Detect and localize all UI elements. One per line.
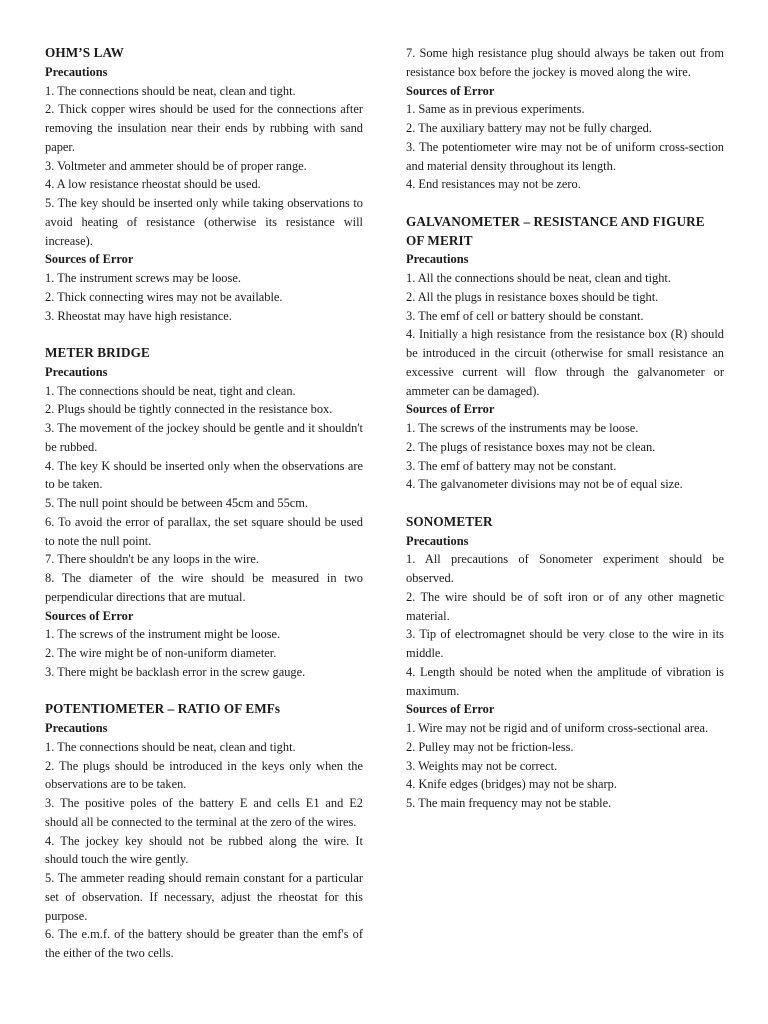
section-galvanometer-resistance-and-figure-of-merit	[406, 213, 724, 494]
sources-of-error-heading: Sources of Error	[406, 402, 495, 417]
list-item: 3. The potentiometer wire may not be of uniform cross-section and material density throughout its length.	[406, 139, 724, 173]
list-item: 6. To avoid the error of parallax, the set square should be used to note the null point.	[45, 514, 363, 548]
list-item: 2. All the plugs in resistance boxes should be tight.	[406, 289, 659, 304]
precautions-heading: Precautions	[406, 533, 469, 548]
section-continued	[406, 44, 724, 194]
list-item: 4. Initially a high resistance from the resistance box (R) should be introduced in the circuit (otherwise for small resistance an excessive current will flow through the galvanometer or ammeter can be damaged).	[406, 327, 724, 398]
list-item: 7. Some high resistance plug should always be taken out from resistance box before the jockey is moved along the wire.	[406, 46, 724, 79]
precautions-heading: Precautions	[406, 252, 469, 267]
list-item: 1. The screws of the instrument might be loose.	[45, 627, 281, 642]
section-meter-bridge	[45, 344, 363, 682]
left-column	[45, 44, 363, 982]
sources-of-error-heading: Sources of Error	[406, 702, 495, 717]
list-item: 4. Knife edges (bridges) may not be sharp.	[406, 777, 617, 792]
sources-of-error-heading: Sources of Error	[45, 608, 134, 623]
list-item: 8. The diameter of the wire should be measured in two perpendicular directions that are mutual.	[45, 571, 363, 604]
list-item: 3. The movement of the jockey should be gentle and it shouldn't be rubbed.	[45, 421, 363, 454]
list-item: 1. The connections should be neat, tight and clean.	[45, 383, 296, 398]
list-item: 4. The key K should be inserted only when the observations are to be taken.	[45, 458, 363, 492]
list-item: 4. The jockey key should not be rubbed along the wire. It should touch the wire gently.	[45, 833, 363, 867]
list-item: 1. All precautions of Sonometer experiment should be observed.	[406, 552, 724, 585]
list-item: 2. The auxiliary battery may not be fully charged.	[406, 121, 652, 135]
list-item: 5. The key should be inserted only while taking observations to avoid heating of resistance (otherwise its resistance will increase).	[45, 196, 363, 248]
list-item: 1. Same as in previous experiments.	[406, 102, 585, 117]
section-title: POTENTIOMETER – RATIO OF EMFs	[45, 701, 281, 717]
list-item: 4. A low resistance rheostat should be used.	[45, 177, 261, 192]
list-item: 5. The ammeter reading should remain constant for a particular set of observation. If necessary, adjust the rheostat for this purpose.	[45, 871, 363, 923]
list-item: 2. Pulley may not be friction-less.	[406, 739, 574, 754]
list-item: 1. The screws of the instruments may be loose.	[406, 421, 639, 435]
list-item: 2. The plugs of resistance boxes may not be clean.	[406, 439, 656, 454]
section-sonometer	[406, 513, 724, 813]
list-item: 2. Plugs should be tightly connected in the resistance box.	[45, 402, 333, 417]
precautions-heading: Precautions	[45, 364, 108, 379]
list-item: 2. Thick copper wires should be used for the connections after removing the insulation near their ends by rubbing with sand paper.	[45, 102, 363, 154]
list-item: 2. The wire should be of soft iron or of any other magnetic material.	[406, 589, 724, 623]
list-item: 1. The connections should be neat, clean and tight.	[45, 83, 296, 98]
section-title: SONOMETER	[406, 513, 493, 529]
list-item: 3. Voltmeter and ammeter should be of proper range.	[45, 158, 307, 173]
sources-of-error-heading: Sources of Error	[45, 252, 134, 267]
section-title: OHM’S LAW	[45, 45, 124, 60]
list-item: 2. The wire might be of non-uniform diameter.	[45, 646, 277, 660]
section-ohm-s-law	[45, 44, 363, 325]
list-item: 4. End resistances may not be zero.	[406, 177, 581, 192]
section-title: METER BRIDGE	[45, 345, 150, 360]
list-item: 4. The galvanometer divisions may not be of equal size.	[406, 477, 683, 492]
section-potentiometer-ratio-of-emfs	[45, 700, 363, 963]
list-item: 5. The main frequency may not be stable.	[406, 796, 612, 810]
list-item: 1. The connections should be neat, clean and tight.	[45, 739, 296, 754]
list-item: 2. Thick connecting wires may not be available.	[45, 289, 283, 304]
list-item: 5. The null point should be between 45cm and 55cm.	[45, 496, 309, 510]
list-item: 3. There might be backlash error in the screw gauge.	[45, 664, 306, 679]
list-item: 1. The instrument screws may be loose.	[45, 271, 241, 285]
list-item: 1. Wire may not be rigid and of uniform cross-sectional area.	[406, 721, 709, 735]
list-item: 7. There shouldn't be any loops in the wire.	[45, 552, 259, 567]
list-item: 2. The plugs should be introduced in the keys only when the observations are to be taken.	[45, 758, 363, 792]
list-item: 3. The emf of battery may not be constant.	[406, 458, 617, 473]
list-item: 3. Tip of electromagnet should be very close to the wire in its middle.	[406, 627, 724, 660]
list-item: 1. All the connections should be neat, clean and tight.	[406, 271, 671, 285]
precautions-heading: Precautions	[45, 721, 108, 735]
section-title: GALVANOMETER – RESISTANCE AND FIGURE OF MERIT	[406, 213, 705, 248]
list-item: 3. The emf of cell or battery should be constant.	[406, 308, 644, 323]
sources-of-error-heading: Sources of Error	[406, 83, 495, 98]
list-item: 3. Rheostat may have high resistance.	[45, 308, 232, 323]
list-item: 3. Weights may not be correct.	[406, 758, 558, 773]
right-column	[406, 44, 724, 832]
precautions-heading: Precautions	[45, 64, 108, 79]
list-item: 4. Length should be noted when the amplitude of vibration is maximum.	[406, 664, 724, 698]
list-item: 6. The e.m.f. of the battery should be greater than the emf's of the either of the two cells.	[45, 927, 363, 960]
list-item: 3. The positive poles of the battery E and cells E1 and E2 should all be connected to the terminal at the zero of the wires.	[45, 796, 363, 829]
